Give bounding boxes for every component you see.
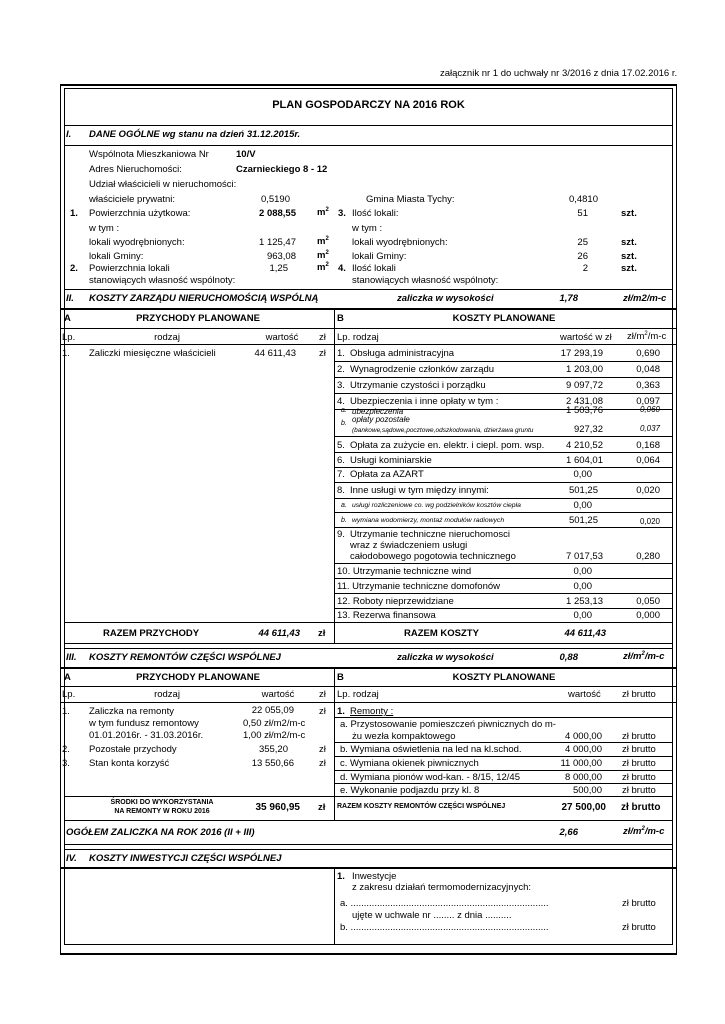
col-b-title: KOSZTY PLANOWANE [452, 672, 556, 683]
gmina-value: 0,4810 [568, 194, 598, 205]
sub-rate: 0,020 [639, 517, 660, 526]
cost-rate: 0,020 [636, 485, 660, 496]
ogolem-value: 2,66 [559, 827, 578, 838]
col-a-title: PRZYCHODY PLANOWANE [136, 313, 260, 324]
divider [60, 344, 677, 345]
cost-rate: 0,280 [636, 551, 660, 562]
col-a-letter: A [64, 672, 71, 683]
cost-value: 1 604,01 [566, 455, 603, 466]
wtym-label: w tym : [352, 223, 383, 234]
sub-num: a. [341, 502, 347, 509]
sub-num: a. [341, 407, 347, 414]
cost-label: e. Wykonanie podjazdu przy kl. 8 [340, 785, 480, 796]
cost-num: 3. [337, 380, 345, 391]
inv-num: 1. [337, 871, 345, 882]
col-zl: zł [319, 689, 326, 700]
cost-value: 4 210,52 [566, 440, 603, 451]
cost-rate: 0,050 [636, 596, 660, 607]
divider [334, 783, 673, 784]
inv-unit: zł brutto [622, 922, 656, 933]
divider [64, 849, 673, 850]
section-title: DANE OGÓLNE wg stanu na dzień 31.12.2015r. [89, 129, 301, 140]
cost-num: 2. [337, 364, 345, 375]
sub-num: b. [341, 420, 347, 427]
cost-value: 4 000,00 [565, 744, 602, 755]
divider [60, 667, 677, 669]
page-title: PLAN GOSPODARCZY NA 2016 ROK [272, 99, 465, 111]
divider [64, 145, 673, 146]
srodki-unit: zł [318, 802, 326, 813]
razem-remonty-label: RAZEM KOSZTY REMONTÓW CZĘŚCI WSPÓLNEJ [337, 803, 506, 810]
income-unit: zł [319, 348, 326, 359]
divider [334, 512, 673, 513]
p4-label: stanowiących własność wspólnoty: [352, 275, 499, 286]
srodki-label: ŚRODKI DO WYKORZYSTANIA [110, 799, 214, 806]
cost-label: 10. Utrzymanie techniczne wind [337, 566, 472, 577]
cost-value: 500,00 [572, 785, 602, 796]
unit-szt: szt. [621, 208, 637, 219]
cost-rate: 0,064 [636, 455, 660, 466]
cost-label: 11. Utrzymanie techniczne domofonów [337, 581, 501, 592]
inv-line-a: a. ........................................................................... [340, 898, 549, 909]
cost-label: Wynagrodzenie członków zarządu [350, 364, 495, 375]
cost-value: 0,00 [573, 566, 592, 577]
razem-koszty-label: RAZEM KOSZTY [404, 628, 479, 639]
col-divider [334, 308, 335, 644]
adres-label: Adres Nieruchomości: [89, 164, 182, 175]
section-number: III. [66, 652, 77, 663]
divider [334, 770, 673, 771]
col-zlm2: $zł/m^2/m-c$ [627, 331, 667, 343]
cost-value: 1 253,13 [566, 596, 603, 607]
income-value: 44 611,43 [254, 348, 296, 359]
divider [60, 328, 677, 329]
cost-value: 2 431,08 [566, 396, 603, 407]
col-wartosc-zl: wartość w zł [560, 332, 612, 343]
frame-left [60, 84, 61, 954]
col-lp: Lp. [62, 332, 76, 343]
frame-top [60, 84, 677, 86]
razem-przychody-value: 44 611,43 [258, 628, 300, 639]
p3-num: 3. [338, 208, 346, 219]
section-number: I. [66, 129, 72, 140]
divider [64, 820, 673, 821]
divider [64, 648, 673, 649]
cost-unit: zł brutto [622, 731, 656, 742]
divider [64, 622, 673, 623]
unit-m2: $m^2$ [317, 207, 329, 219]
section-number: II. [66, 293, 74, 304]
income-num: 1. [62, 706, 70, 717]
wyodr-label: lokali wyodrębnionych: [352, 237, 448, 248]
col-divider [334, 867, 335, 944]
sub-note: (bankowe,sądowe,pocztowe,odszkodowania, dzierżawa gruntu [352, 427, 534, 434]
divider [334, 717, 673, 718]
unit-m2: $m^2$ [317, 250, 329, 262]
cost-label: wraz z świadczeniem usługi [350, 540, 468, 551]
income-unit: zł [319, 706, 326, 717]
income-sub: w tym fundusz remontowy [89, 718, 199, 729]
sub-label: ubezpieczenia [352, 407, 404, 416]
sub-rate: 0,060 [639, 405, 660, 414]
divider [334, 593, 673, 594]
sub-rate: 0,037 [639, 424, 660, 433]
wyodr-count: 25 [577, 237, 588, 248]
adres-value: Czarnieckiego 8 - 12 [236, 164, 328, 175]
p2-value: 1,25 [269, 263, 288, 274]
prywatni-label: właściciele prywatni: [89, 194, 176, 205]
p4-num: 4. [338, 263, 346, 274]
inv-line-b: b. ........................................................................... [340, 922, 549, 933]
zaliczka-unit: zł/m2/m-c [623, 293, 667, 304]
divider [64, 125, 673, 126]
income-unit: zł [319, 758, 326, 769]
wspolnota-label: Wspólnota Mieszkaniowa Nr [89, 149, 209, 160]
p2-label: Powierzchnia lokali [89, 263, 170, 274]
wspolnota-value: 10/V [236, 149, 256, 160]
cost-num: 1. [337, 706, 345, 717]
cost-label: całodobowego pogotowia technicznego [350, 551, 516, 562]
cost-label: Usługi kominiarskie [350, 455, 432, 466]
cost-label: 13. Rezerwa finansowa [337, 610, 436, 621]
cost-value: 8 000,00 [565, 772, 602, 783]
cost-unit: zł brutto [622, 772, 656, 783]
p2-label: stanowiących własność wspólnoty: [89, 275, 236, 286]
cost-rate: 0,097 [636, 396, 660, 407]
divider [60, 702, 677, 703]
income-value: 355,20 [258, 744, 288, 755]
razem-koszty-value: 44 611,43 [564, 628, 606, 639]
col-b-title: KOSZTY PLANOWANE [452, 313, 556, 324]
cost-rate: 0,690 [636, 348, 660, 359]
wtym-label: w tym : [89, 223, 120, 234]
cost-unit: zł brutto [622, 785, 656, 796]
income-value: 13 550,66 [251, 758, 294, 769]
divider [60, 308, 677, 310]
unit-szt: szt. [621, 251, 637, 262]
p4-value: 2 [582, 263, 588, 274]
section-title: KOSZTY REMONTÓW CZĘŚCI WSPÓLNEJ [89, 652, 281, 663]
income-unit: zł [319, 744, 326, 755]
prywatni-value: 0,5190 [260, 194, 290, 205]
unit-m2: $m^2$ [317, 262, 329, 274]
divider [334, 563, 673, 564]
srodki-label: NA REMONTY W ROKU 2016 [114, 808, 210, 815]
inv-ujete: ujęte w uchwale nr ........ z dnia .......... [352, 910, 512, 921]
cost-label: Opłata za zużycie en. elektr. i ciepl. pom. wsp. [350, 440, 545, 451]
gmina-label: Gmina Miasta Tychy: [366, 194, 455, 205]
divider [64, 643, 673, 644]
cost-num: 7. [337, 469, 345, 480]
col-a-title: PRZYCHODY PLANOWANE [136, 672, 260, 683]
cost-num: 4. [337, 396, 345, 407]
col-lp-rodzaj: Lp. rodzaj [337, 689, 379, 700]
unit-szt: szt. [621, 263, 637, 274]
cost-value: 11 000,00 [560, 758, 602, 769]
income-sub-value: 1,00 zł/m2/m-c [243, 730, 306, 741]
udzial-label: Udział właścicieli w nieruchomości: [89, 179, 237, 190]
p4-label: Ilość lokali [352, 263, 396, 274]
gminy-count: 26 [577, 251, 588, 262]
wyodr-label: lokali wyodrębnionych: [89, 237, 185, 248]
srodki-value: 35 960,95 [255, 802, 300, 813]
income-num: 1. [62, 348, 70, 359]
cost-label: b. Wymiana oświetlenia na led na kl.schod. [340, 744, 522, 755]
income-label: Zaliczka na remonty [89, 706, 175, 717]
section-title: KOSZTY INWESTYCJI CZĘŚCI WSPÓLNEJ [89, 853, 282, 864]
cost-unit: zł brutto [622, 758, 656, 769]
cost-value: 4 000,00 [565, 731, 602, 742]
divider [334, 578, 673, 579]
section-number: IV. [66, 853, 77, 864]
cost-value: 17 293,19 [560, 348, 603, 359]
inv-unit: zł brutto [622, 898, 656, 909]
cost-label: 12. Roboty nieprzewidziane [337, 596, 454, 607]
col-wartosc: wartość [261, 689, 295, 700]
sub-label: opłaty pozostałe [352, 415, 410, 424]
col-b-letter: B [337, 313, 344, 324]
p1-label: Powierzchnia użytkowa: [89, 208, 191, 219]
col-lp-rodzaj: Lp. rodzaj [337, 332, 379, 343]
cost-label: Obsługa administracyjna [350, 348, 455, 359]
cost-num: 9. [337, 529, 345, 540]
col-wartosc: wartość [265, 332, 299, 343]
divider [334, 756, 673, 757]
zaliczka-value: 1,78 [559, 293, 578, 304]
cost-rate: 0,048 [636, 364, 660, 375]
section-title: KOSZTY ZARZĄDU NIERUCHOMOŚCIĄ WSPÓLNĄ [89, 293, 319, 304]
divider [334, 527, 673, 528]
razem-remonty-unit: zł brutto [621, 802, 661, 813]
income-value: 22 055,09 [251, 705, 294, 716]
p2-num: 2. [70, 263, 78, 274]
zaliczka-label: zaliczka w wysokości [397, 652, 494, 663]
col-zl-brutto: zł brutto [622, 689, 656, 700]
razem-przychody-unit: zł [318, 628, 326, 639]
cost-label: a. Przystosowanie pomieszczeń piwnicznych do m- [340, 719, 556, 730]
frame-bottom [60, 953, 677, 955]
divider [334, 361, 673, 362]
income-label: Pozostałe przychody [89, 744, 177, 755]
divider [334, 393, 673, 394]
wyodr-area: 1 125,47 [259, 237, 296, 248]
divider [60, 867, 677, 869]
p3-label: Ilość lokali: [352, 208, 399, 219]
col-rodzaj: rodzaj [154, 689, 180, 700]
sub-num: b. [341, 517, 347, 524]
sub-value: 0,00 [573, 500, 592, 511]
divider [334, 467, 673, 468]
cost-label: d. Wymiana pionów wod-kan. - 8/15, 12/45 [340, 772, 520, 783]
cost-value: 1 203,00 [566, 364, 603, 375]
col-lp: Lp. [62, 689, 76, 700]
cost-label: Ubezpieczenia i inne opłaty w tym : [350, 396, 499, 407]
divider [60, 686, 677, 687]
divider [64, 796, 673, 797]
inv-label: z zakresu działań termomodernizacyjnych: [352, 882, 531, 893]
col-divider [334, 667, 335, 820]
cost-label: Opłata za AZART [350, 469, 424, 480]
razem-remonty-value: 27 500,00 [561, 802, 606, 813]
col-rodzaj: rodzaj [154, 332, 180, 343]
razem-przychody-label: RAZEM PRZYCHODY [103, 628, 200, 639]
income-label: Stan konta korzyść [89, 758, 170, 769]
cost-rate: 0,363 [636, 380, 660, 391]
col-b-letter: B [337, 672, 344, 683]
gminy-label: lokali Gminy: [89, 251, 144, 262]
frame-bottom-inner [64, 944, 673, 945]
sub-value: 501,25 [568, 515, 598, 526]
cost-value: 0,00 [573, 581, 592, 592]
cost-label: c. Wymiana okienek piwnicznych [340, 758, 479, 769]
income-sub: 01.01.2016r. - 31.03.2016r. [89, 730, 204, 741]
inv-label: Inwestycje [352, 871, 397, 882]
divider [334, 742, 673, 743]
frame-right [676, 84, 677, 954]
sub-value: 927,32 [573, 424, 603, 435]
income-sub-value: 0,50 zł/m2/m-c [243, 718, 306, 729]
cost-rate: 0,000 [636, 610, 660, 621]
income-num: 2. [62, 744, 70, 755]
zaliczka-label: zaliczka w wysokości [397, 293, 494, 304]
cost-unit: zł brutto [622, 744, 656, 755]
income-label: Zaliczki miesięczne właścicieli [89, 348, 216, 359]
divider [334, 608, 673, 609]
cost-num: 8. [337, 485, 345, 496]
cost-label: żu wezła kompaktowego [352, 731, 456, 742]
ogolem-label: OGÓŁEM ZALICZKA NA ROK 2016 (II + III) [66, 827, 255, 838]
col-wartosc: wartość [568, 689, 601, 700]
zaliczka-value: 0,88 [559, 652, 578, 663]
col-zl: zł [319, 332, 326, 343]
cost-value: 0,00 [573, 610, 592, 621]
unit-szt: szt. [621, 237, 637, 248]
divider [334, 452, 673, 453]
divider [334, 377, 673, 378]
p3-value: 51 [577, 208, 588, 219]
cost-num: 6. [337, 455, 345, 466]
divider [64, 289, 673, 290]
cost-label: Inne usługi w tym między innymi: [350, 485, 489, 496]
header-note: załącznik nr 1 do uchwały nr 3/2016 z dnia 17.02.2016 r. [440, 68, 678, 79]
p1-value: 2 088,55 [259, 208, 296, 219]
sub-label: wymiana wodomierzy, montaż modułów radiowych [352, 517, 505, 524]
frame-right-inner [672, 88, 673, 945]
sub-label: usługi rozliczeniowe co. wg podzielników kosztów ciepła [352, 502, 521, 509]
divider [64, 844, 673, 845]
unit-m2: $m^2$ [317, 236, 329, 248]
divider [334, 482, 673, 483]
income-num: 3. [62, 758, 70, 769]
cost-value: 7 017,53 [566, 551, 603, 562]
divider [334, 436, 673, 437]
gminy-area: 963,08 [266, 251, 296, 262]
zaliczka-unit: $zł/m^2/m-c$ [623, 651, 665, 663]
col-a-letter: A [64, 313, 71, 324]
cost-value: 501,25 [568, 485, 598, 496]
cost-num: 1. [337, 348, 345, 359]
frame-left-inner [64, 88, 65, 945]
cost-label: Utrzymanie czystości i porządku [350, 380, 486, 391]
cost-value: 9 097,72 [566, 380, 603, 391]
gminy-label: lokali Gminy: [352, 251, 407, 262]
ogolem-unit: $zł/m^2/m-c$ [623, 826, 665, 838]
sub-value: 1 503,76 [566, 405, 603, 416]
cost-num: 5. [337, 440, 345, 451]
frame-top-inner [64, 88, 673, 89]
cost-label: Utrzymanie techniczne nieruchomosci [350, 529, 510, 540]
cost-value: 0,00 [573, 469, 592, 480]
cost-label: Remonty : [350, 706, 394, 717]
divider [334, 498, 673, 499]
cost-rate: 0,168 [636, 440, 660, 451]
p1-num: 1. [70, 208, 78, 219]
